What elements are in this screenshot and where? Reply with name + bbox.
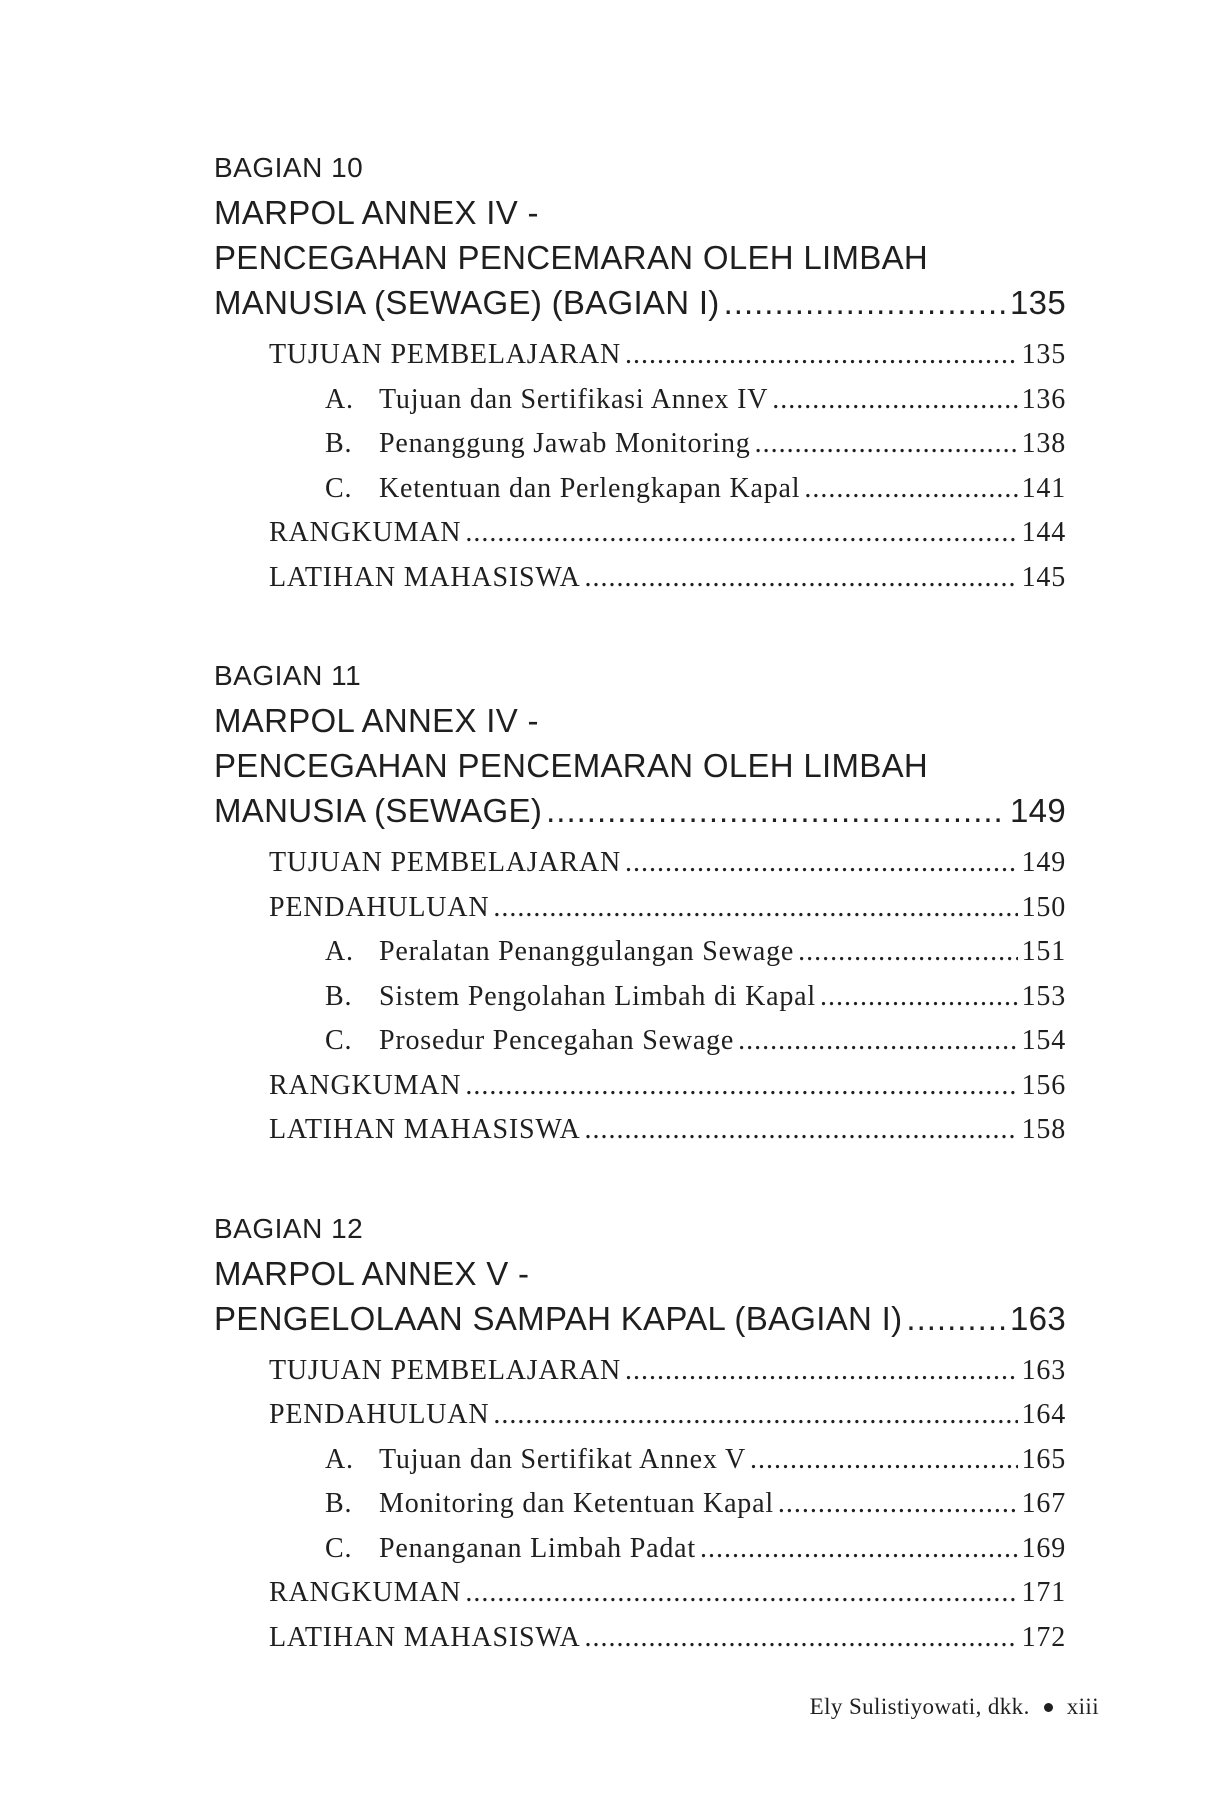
dot-leader	[465, 1571, 1017, 1616]
entry-letter: A.	[325, 936, 354, 967]
entry-letter: B.	[325, 1488, 353, 1519]
toc-entry[interactable]	[269, 1349, 1066, 1394]
dot-leader	[625, 333, 1018, 378]
entry-page-number: 136	[1021, 383, 1066, 415]
part-title-line: PENCEGAHAN PENCEMARAN OLEH LIMBAH	[214, 239, 929, 276]
toc-entry[interactable]	[269, 1393, 1066, 1438]
entry-title: Tujuan dan Sertifikasi Annex IV	[379, 383, 769, 415]
dot-leader	[772, 378, 1017, 423]
toc-entry[interactable]	[325, 1019, 1066, 1064]
entry-page-number: 169	[1021, 1532, 1066, 1564]
part-title-last-line: MANUSIA (SEWAGE)	[214, 792, 543, 829]
footer-author: Ely Sulistiyowati, dkk.	[809, 1694, 1030, 1719]
dot-leader	[625, 1349, 1018, 1394]
entry-page-number: 145	[1021, 561, 1066, 593]
part-page-number: 135	[1010, 284, 1066, 321]
entry-title: Penanganan Limbah Padat	[379, 1532, 696, 1564]
toc-entry[interactable]	[269, 1616, 1066, 1661]
table-of-contents	[214, 150, 1066, 1718]
dot-leader	[906, 1296, 1006, 1341]
toc-entry[interactable]	[269, 333, 1066, 378]
entry-page-number: 156	[1021, 1069, 1066, 1101]
dot-leader	[804, 467, 1017, 512]
part-title-line: PENCEGAHAN PENCEMARAN OLEH LIMBAH	[214, 747, 929, 784]
part-title-entry[interactable]	[214, 1296, 1066, 1341]
toc-entry[interactable]	[269, 1064, 1066, 1109]
entry-page-number: 163	[1021, 1354, 1066, 1386]
toc-entry[interactable]	[325, 1527, 1066, 1572]
dot-leader	[584, 1616, 1017, 1661]
entry-letter: C.	[325, 1532, 353, 1564]
entry-page-number: 135	[1021, 339, 1066, 370]
entry-page-number: 138	[1021, 428, 1066, 459]
dot-leader	[465, 511, 1017, 556]
toc-entry[interactable]	[325, 422, 1066, 467]
toc-entry-list	[214, 333, 1066, 600]
entry-page-number: 149	[1021, 847, 1066, 878]
toc-entry[interactable]	[269, 511, 1066, 556]
bullet-icon	[1044, 1703, 1053, 1712]
toc-part	[214, 658, 1066, 1153]
entry-title: PENDAHULUAN	[269, 1399, 490, 1430]
dot-leader	[755, 422, 1018, 467]
toc-entry[interactable]	[325, 975, 1066, 1020]
entry-letter: B.	[325, 428, 353, 459]
entry-title: Prosedur Pencegahan Sewage	[379, 1025, 735, 1056]
footer-page-number: xiii	[1066, 1694, 1099, 1719]
entry-title: TUJUAN PEMBELAJARAN	[269, 339, 621, 370]
entry-page-number: 167	[1021, 1488, 1066, 1519]
entry-title: TUJUAN PEMBELAJARAN	[269, 1354, 621, 1386]
toc-entry[interactable]	[325, 1482, 1066, 1527]
entry-letter: A.	[325, 383, 354, 415]
entry-page-number: 154	[1021, 1025, 1066, 1056]
dot-leader	[778, 1482, 1018, 1527]
toc-entry[interactable]	[269, 556, 1066, 601]
entry-page-number: 141	[1021, 472, 1066, 504]
part-title-last-line: MANUSIA (SEWAGE) (BAGIAN I)	[214, 284, 720, 321]
toc-entry[interactable]	[325, 930, 1066, 975]
part-title-last-line: PENGELOLAAN SAMPAH KAPAL (BAGIAN I)	[214, 1299, 903, 1337]
entry-title: Monitoring dan Ketentuan Kapal	[379, 1488, 774, 1519]
entry-page-number: 153	[1021, 980, 1066, 1012]
part-title-line: MARPOL ANNEX V -	[214, 1254, 530, 1292]
part-page-number: 149	[1010, 792, 1066, 829]
entry-title: Sistem Pengolahan Limbah di Kapal	[379, 980, 816, 1012]
dot-leader	[625, 841, 1018, 886]
toc-part	[214, 150, 1066, 600]
part-label: BAGIAN 12	[214, 1212, 364, 1244]
dot-leader	[820, 975, 1018, 1020]
entry-title: Peralatan Penanggulangan Sewage	[379, 936, 795, 967]
part-label: BAGIAN 11	[214, 660, 362, 691]
dot-leader	[584, 556, 1017, 601]
part-page-number: 163	[1010, 1299, 1066, 1337]
entry-title: LATIHAN MAHASISWA	[269, 1621, 581, 1653]
entry-page-number: 150	[1021, 891, 1066, 923]
dot-leader	[465, 1064, 1017, 1109]
entry-title: RANGKUMAN	[269, 1577, 462, 1608]
entry-page-number: 172	[1021, 1621, 1066, 1653]
part-label: BAGIAN 10	[214, 152, 364, 183]
entry-page-number: 144	[1021, 517, 1066, 548]
entry-title: LATIHAN MAHASISWA	[269, 561, 581, 593]
dot-leader	[700, 1527, 1018, 1572]
toc-entry-list	[214, 841, 1066, 1153]
dot-leader	[750, 1438, 1018, 1483]
entry-page-number: 158	[1021, 1114, 1066, 1145]
dot-leader	[798, 930, 1017, 975]
entry-page-number: 171	[1021, 1577, 1066, 1608]
entry-title: Ketentuan dan Perlengkapan Kapal	[379, 472, 801, 504]
entry-page-number: 164	[1021, 1399, 1066, 1430]
entry-letter: C.	[325, 472, 353, 504]
entry-title: Tujuan dan Sertifikat Annex V	[379, 1443, 746, 1475]
toc-entry[interactable]	[269, 886, 1066, 931]
part-title-line: MARPOL ANNEX IV -	[214, 194, 539, 231]
part-title-entry[interactable]	[214, 788, 1066, 833]
toc-entry[interactable]	[325, 1438, 1066, 1483]
entry-title: Penanggung Jawab Monitoring	[379, 428, 751, 459]
entry-title: RANGKUMAN	[269, 1069, 462, 1101]
entry-letter: B.	[325, 980, 353, 1012]
dot-leader	[584, 1108, 1017, 1153]
entry-title: PENDAHULUAN	[269, 891, 490, 923]
dot-leader	[546, 788, 1006, 833]
toc-entry[interactable]	[325, 378, 1066, 423]
entry-title: LATIHAN MAHASISWA	[269, 1114, 581, 1145]
toc-entry[interactable]	[325, 467, 1066, 512]
dot-leader	[724, 280, 1006, 325]
entry-title: TUJUAN PEMBELAJARAN	[269, 847, 621, 878]
dot-leader	[738, 1019, 1017, 1064]
toc-entry[interactable]	[269, 1108, 1066, 1153]
page-footer	[810, 1694, 1099, 1720]
toc-entry-list	[214, 1349, 1066, 1661]
dot-leader	[493, 886, 1017, 931]
entry-letter: A.	[325, 1443, 354, 1475]
part-title-line: MARPOL ANNEX IV -	[214, 702, 539, 739]
toc-part	[214, 1211, 1066, 1661]
toc-entry[interactable]	[269, 1571, 1066, 1616]
toc-entry[interactable]	[269, 841, 1066, 886]
part-title-entry[interactable]	[214, 280, 1066, 325]
entry-page-number: 165	[1021, 1443, 1066, 1475]
entry-title: RANGKUMAN	[269, 517, 462, 548]
dot-leader	[493, 1393, 1017, 1438]
entry-letter: C.	[325, 1025, 353, 1056]
entry-page-number: 151	[1021, 936, 1066, 967]
